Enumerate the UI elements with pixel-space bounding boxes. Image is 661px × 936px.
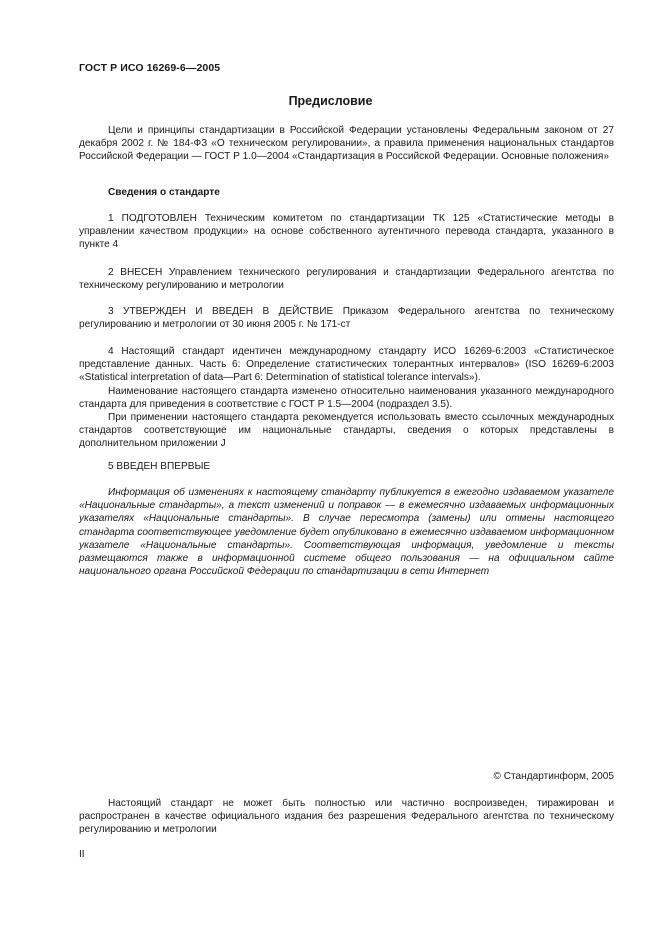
item-1-paragraph: 1 ПОДГОТОВЛЕН Техническим комитетом по стандартизации ТК 125 «Статистические методы в управлении качеством продукции» на основе собственного аутентичного перевода стандарта, указанного в пункте 4 — [79, 213, 614, 251]
intro-paragraph-block — [79, 124, 614, 164]
item-2-block — [79, 266, 614, 292]
item-5-block — [79, 460, 614, 473]
item-1-block — [79, 212, 614, 252]
intro-paragraph: Цели и принципы стандартизации в Российской Федерации установлены Федеральным законом от 27 декабря 2002 г. № 184-ФЗ «О техническом регулировании», а правила применения национальных стандартов Российской Федерации — ГОСТ Р 1.0—2004 «Стандартизация в Российской Федерации. Основные положения» — [79, 125, 614, 163]
rights-block — [79, 797, 614, 837]
item-4-paragraph: 4 Настоящий стандарт идентичен международному стандарту ИСО 16269-6:2003 «Статистическое представление данных. Часть 6: Определение статистических толерантных интервалов» (ISO 16269-6:2003 «Statistical interpretation of data—Part 6: Determination of statistical tolerance intervals»). — [79, 346, 614, 384]
item-4-block — [79, 345, 614, 451]
item-4-references-paragraph: При применении настоящего стандарта рекомендуется использовать вместо ссылочных международных стандартов соответствующие им национальные стандарты, сведения о которых представлены в дополнительном приложении J — [79, 412, 614, 450]
page-title: Предисловие — [288, 94, 373, 108]
item-5-paragraph: 5 ВВЕДЕН ВПЕРВЫЕ — [108, 461, 211, 472]
section-heading: Сведения о стандарте — [108, 187, 220, 198]
item-4-renaming-paragraph: Наименование настоящего стандарта изменено относительно наименования указанного международного стандарта для приведения в соответствие с ГОСТ Р 1.5—2004 (подраздел 3.5). — [79, 385, 614, 410]
item-3-block — [79, 305, 614, 331]
section-heading-block — [79, 186, 614, 199]
copyright-line: © Стандартинформ, 2005 — [493, 771, 614, 782]
item-2-paragraph: 2 ВНЕСЕН Управлением технического регулирования и стандартизации Федерального агентства по техническому регулированию и метрологии — [79, 267, 614, 292]
notice-paragraph: Информация об изменениях к настоящему стандарту публикуется в ежегодно издаваемом указателе «Национальные стандарты», а текст изменений и поправок — в ежемесячно издаваемых информационных указателях «Национальные стандарты». В случае пересмотра (замены) или отмены настоящего стандарта соответствующее уведомление будет опубликовано в ежемесячно издаваемом информационном указателе «Национальные стандарты». Соответствующая информация, уведомление и тексты размещаются также в информационной системе общего пользования — на официальном сайте национального органа Российской Федерации по стандартизации в сети Интернет — [79, 487, 614, 578]
page-number: II — [79, 849, 85, 860]
rights-paragraph: Настоящий стандарт не может быть полностью или частично воспроизведен, тиражирован и распространен в качестве официального издания без разрешения Федерального агентства по техническому регулированию и метрологии — [79, 798, 614, 836]
notice-block — [79, 486, 614, 578]
document-code-header: ГОСТ Р ИСО 16269-6—2005 — [79, 62, 221, 74]
item-3-paragraph: 3 УТВЕРЖДЕН И ВВЕДЕН В ДЕЙСТВИЕ Приказом Федерального агентства по техническому регулированию и метрологии от 30 июня 2005 г. № 171-ст — [79, 306, 614, 331]
